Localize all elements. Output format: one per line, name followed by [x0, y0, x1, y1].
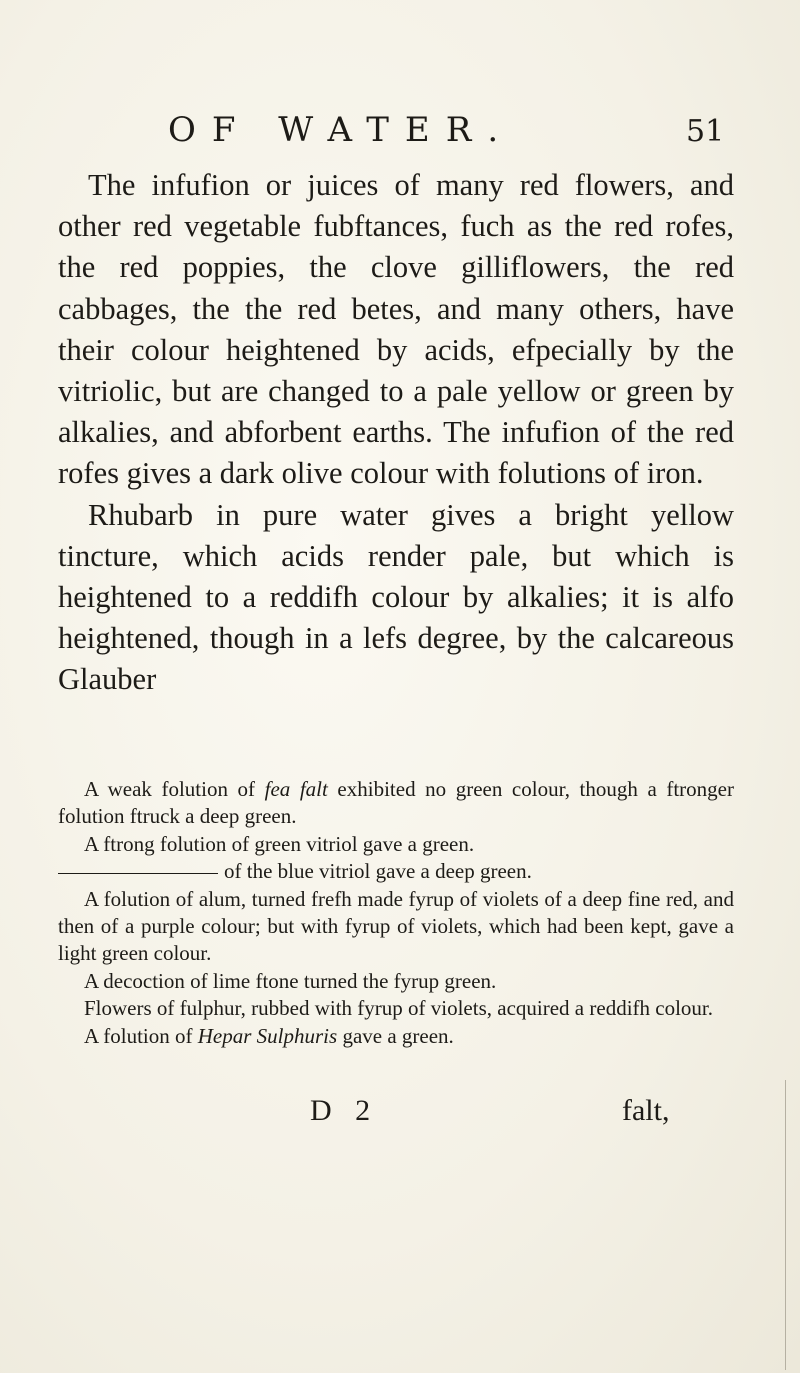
footnote	[58, 1023, 734, 1050]
paragraph: Rhubarb in pure water gives a bright yellow tincture, which acids render pale, but which is heightened to a reddifh colour by alkalies; it is alfo heightened, though in a lefs degree, by the calcareous Glauber	[58, 497, 734, 697]
footnote: Flowers of fulphur, rubbed with fyrup of violets, acquired a reddifh colour.	[84, 996, 714, 1021]
paragraph: The infufion or juices of many red flowers, and other red vegetable fubftances, fuch as the red rofes, the red poppies, the clove gilliflowers, the red cabbages, the the red betes, and many others, have their colour heightened by acids, efpecially by the vitriolic, but are changed to a pale yellow or green by alkalies, and abforbent earths. The infufion of the red rofes gives a dark olive colour with folutions of iron.	[58, 168, 734, 491]
footnote-text: A weak folution of	[84, 777, 256, 801]
main-text	[58, 165, 734, 701]
footnote: A decoction of lime ftone turned the fyrup green.	[84, 968, 497, 993]
footnote-text: A folution of	[84, 1023, 193, 1048]
signature-mark: D 2	[310, 1094, 379, 1127]
footnote-text: of the blue vitriol gave a deep green.	[224, 859, 532, 884]
footnote-text: exhibited no green colour, though a ftronger folution ftruck a deep green.	[58, 777, 734, 829]
footnote	[58, 858, 734, 885]
footnote: A folution of alum, turned frefh made fyrup of violets of a deep fine red, and then of a purple colour; but with fyrup of violets, which had been kept, gave a light green colour.	[58, 886, 734, 966]
page-edge-line	[785, 1080, 786, 1370]
footnote-italic: Hepar Sulphuris	[197, 1023, 338, 1048]
page-footer	[0, 1094, 800, 1144]
footnote: A ftrong folution of green vitriol gave a green.	[84, 831, 475, 856]
ditto-rule	[58, 873, 218, 874]
footnote-text: gave a green.	[342, 1023, 454, 1048]
running-head	[0, 110, 800, 160]
page-number: 51	[686, 114, 725, 149]
catchword: falt,	[622, 1094, 670, 1127]
running-title: OF WATER.	[168, 110, 515, 150]
footnotes	[58, 776, 734, 1050]
footnote-italic: fea falt	[264, 777, 328, 801]
footnote	[58, 776, 734, 831]
